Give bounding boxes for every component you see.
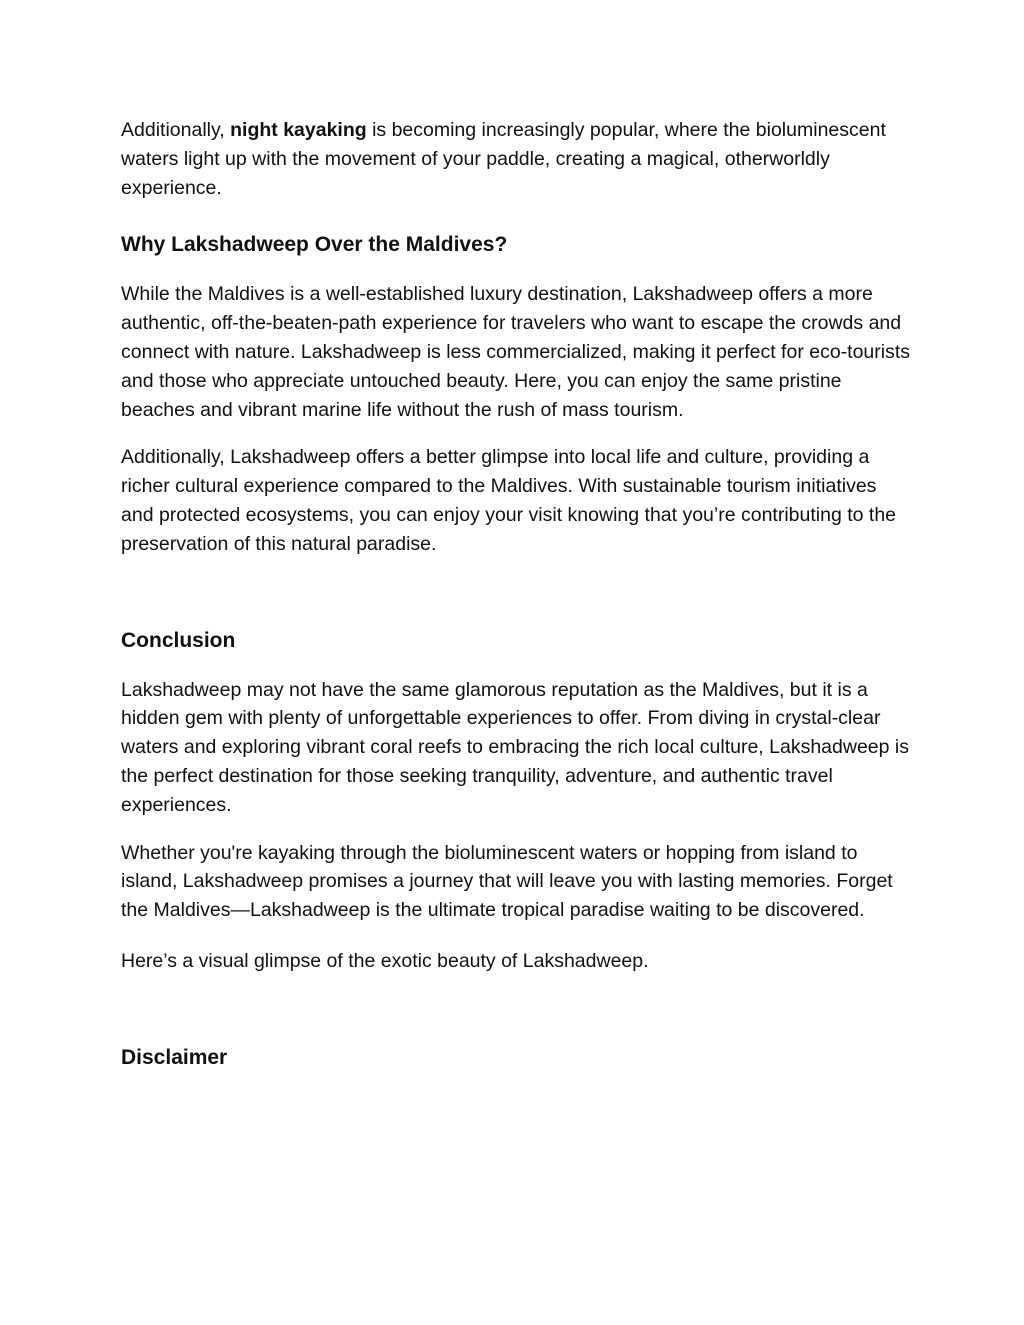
- heading-disclaimer: Disclaimer: [121, 1045, 228, 1069]
- bold-phrase: night kayaking: [230, 119, 367, 141]
- paragraph-culture: Additionally, Lakshadweep offers a better glimpse into local life and culture, providing a richer cultural experience compared to the Maldives. With sustainable tourism initiatives and protected ecosystems, you can enjoy your visit knowing that you’re contributing to the preservation of this natural paradise.: [121, 446, 897, 555]
- paragraph-conclusion: Lakshadweep may not have the same glamorous reputation as the Maldives, but it is a hidden gem with plenty of unforgettable experiences to offer. From diving in crystal-clear waters and exploring vibrant coral reefs to embracing the rich local culture, Lakshadweep is the perfect destination for those seeking tranquility, adventure, and authentic travel experiences.: [121, 678, 909, 816]
- heading-why-lakshadweep: Why Lakshadweep Over the Maldives?: [121, 233, 508, 257]
- paragraph-why-lakshadweep: While the Maldives is a well-established luxury destination, Lakshadweep offers a more authentic, off-the-beaten-path experience for travelers who want to escape the crowds and connect with nature. Lakshadweep is less commercialized, making it perfect for eco-tourists and those who appreciate untouched beauty. Here, you can enjoy the same pristine beaches and vibrant marine life without the rush of mass tourism.: [121, 283, 911, 421]
- paragraph-text: Additionally,: [121, 119, 231, 141]
- paragraph-whether: Whether you're kayaking through the bioluminescent waters or hopping from island to island, Lakshadweep promises a journey that will leave you with lasting memories. Forget the Maldives—Lakshadweep is the ultimate tropical paradise waiting to be discovered.: [121, 841, 893, 922]
- paragraph-visual-glimpse: Here’s a visual glimpse of the exotic beauty of Lakshadweep.: [121, 949, 649, 972]
- heading-conclusion: Conclusion: [121, 628, 236, 652]
- paragraph-night-kayaking: [121, 116, 911, 202]
- paragraph-text: is becoming increasingly popular, where the bioluminescent waters light up with the movement of your paddle, creating a magical, otherworldly experience.: [121, 119, 886, 199]
- document-page: [121, 116, 911, 1072]
